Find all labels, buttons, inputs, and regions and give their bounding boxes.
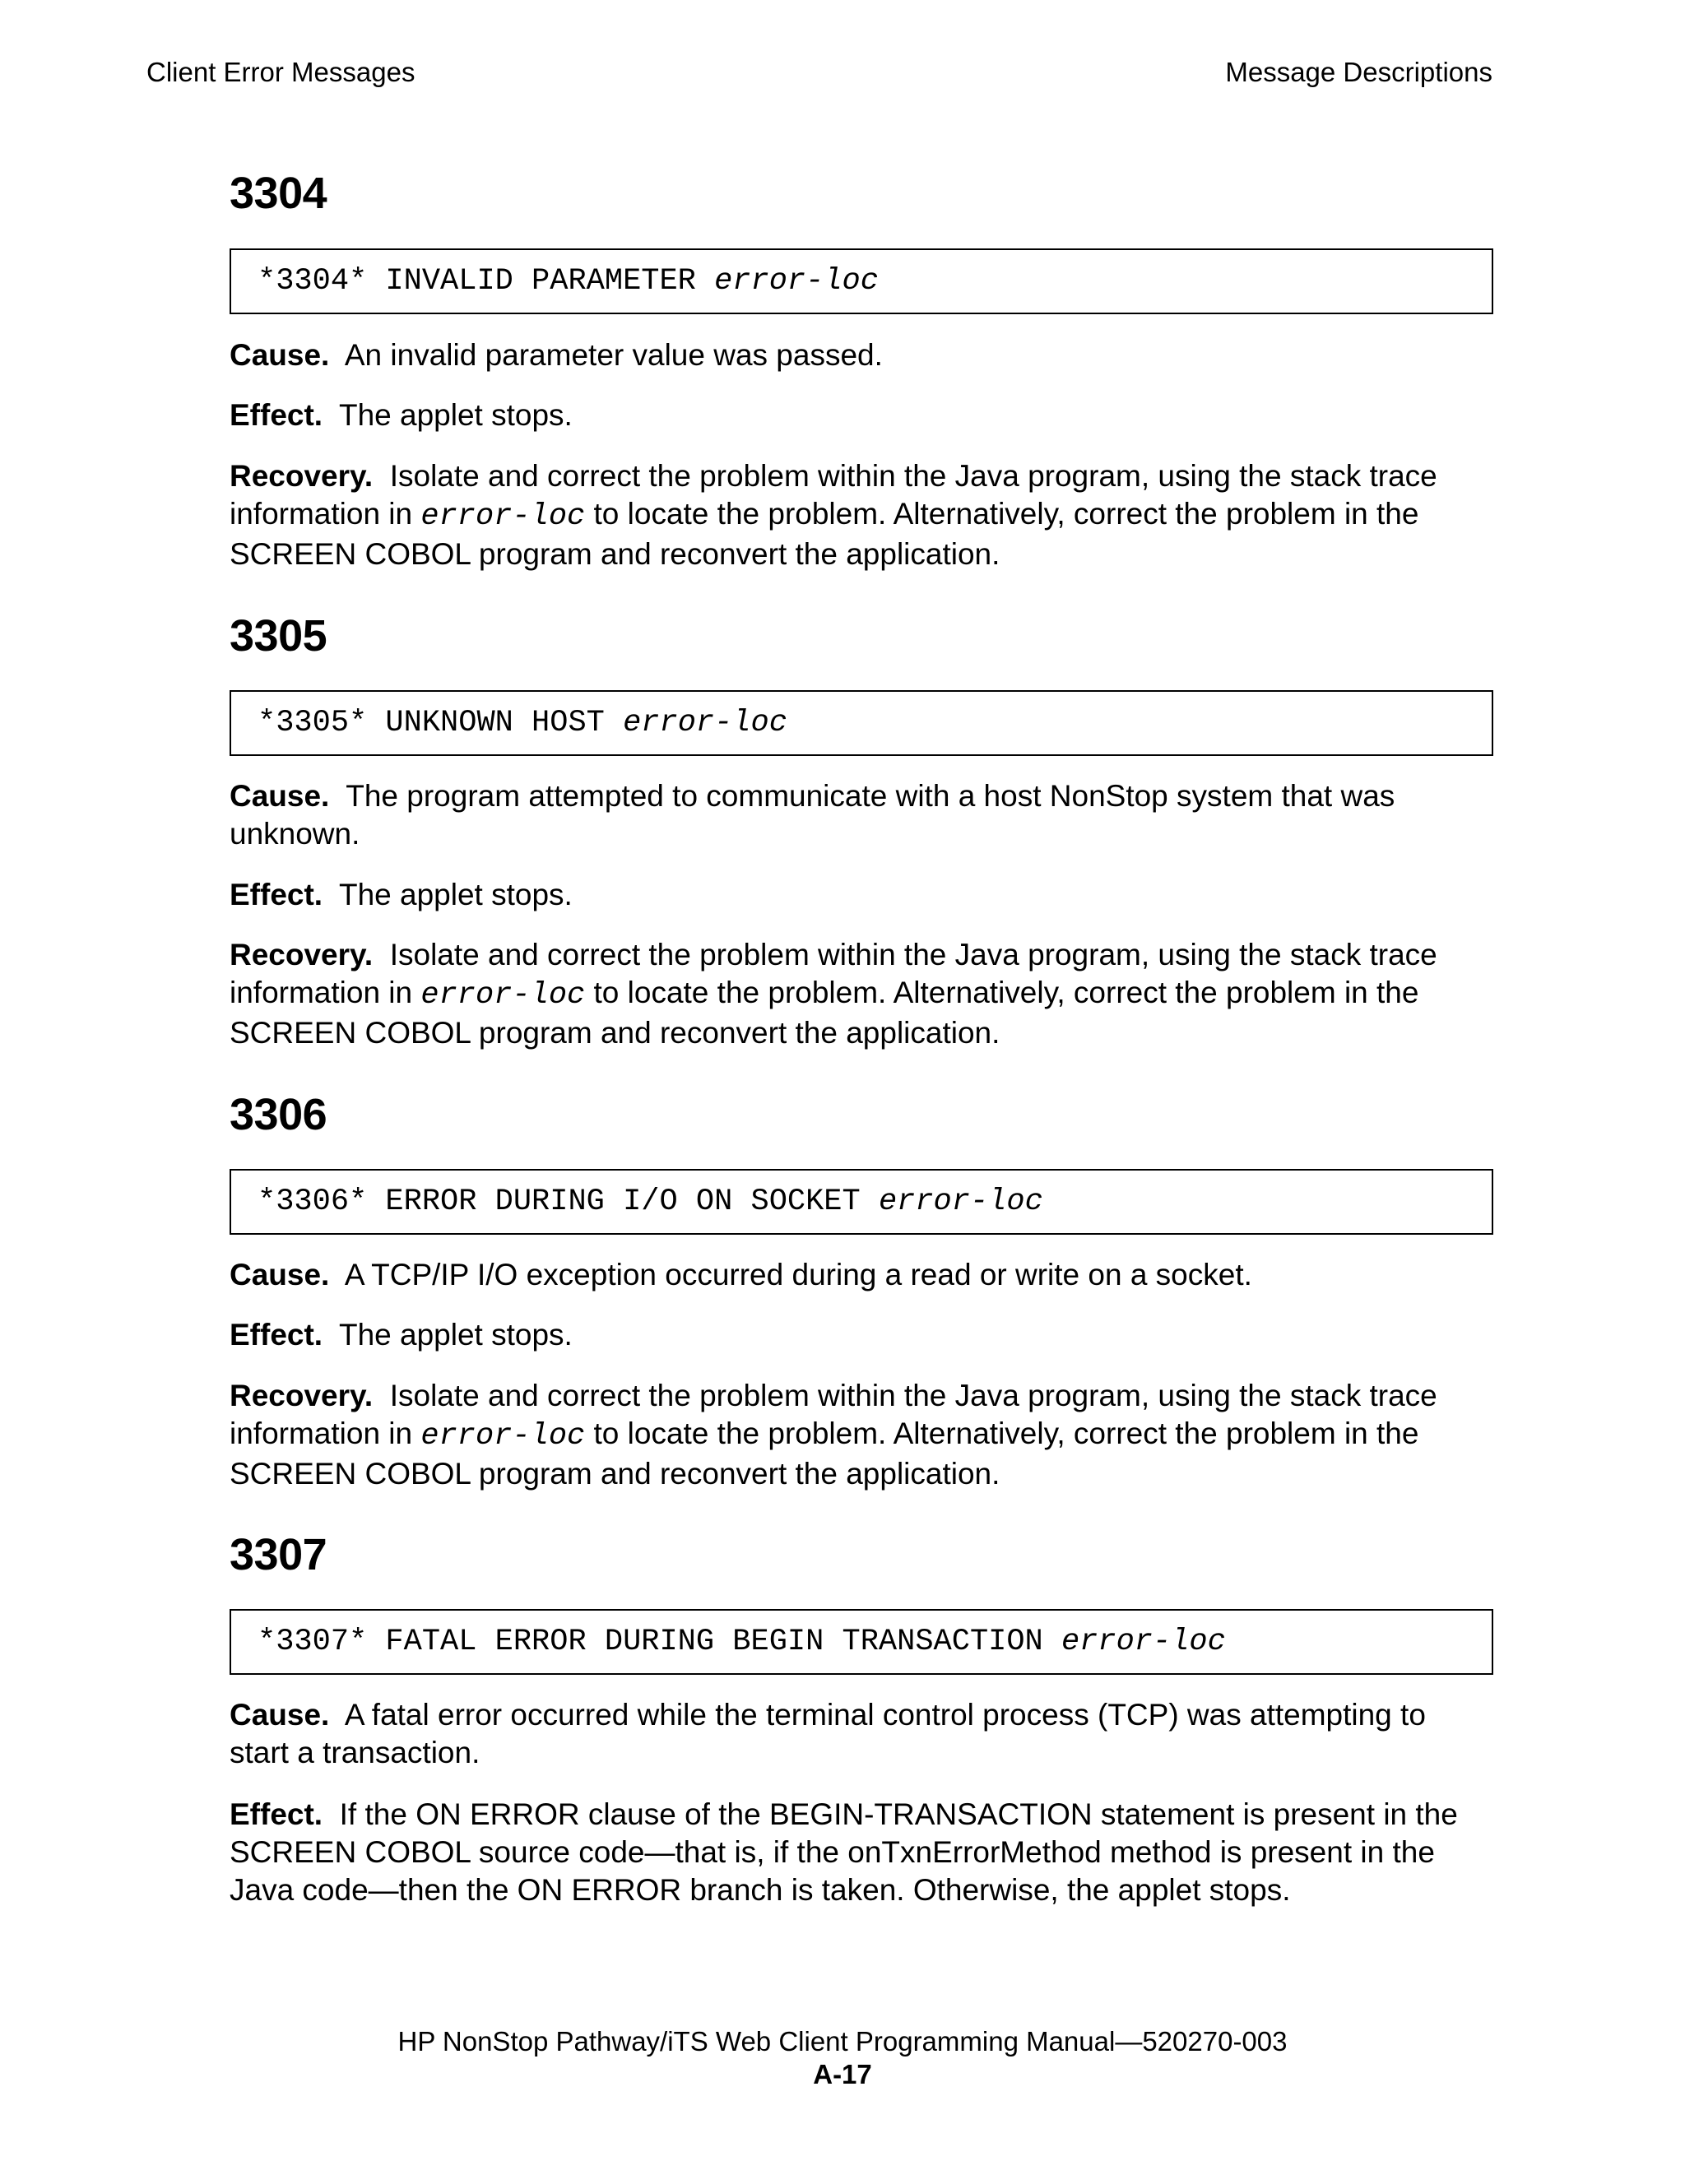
cause-label: Cause. — [230, 1258, 330, 1291]
message-variable: error-loc — [714, 264, 879, 299]
running-footer — [0, 2025, 1685, 2091]
recovery-text-end: to locate the problem. Alternatively, correct the problem in the SCREEN COBOL program and reconvert the application. — [230, 1417, 1419, 1491]
effect-paragraph — [230, 396, 1493, 434]
effect-label: Effect. — [230, 878, 323, 911]
effect-label: Effect. — [230, 1797, 323, 1831]
message-text: *3305* UNKNOWN HOST — [258, 706, 624, 740]
recovery-variable: error-loc — [420, 499, 586, 534]
message-number-heading: 3305 — [230, 611, 327, 661]
recovery-text-end: to locate the problem. Alternatively, correct the problem in the SCREEN COBOL program and reconvert the application. — [230, 497, 1419, 571]
recovery-paragraph — [230, 1377, 1493, 1493]
message-number-heading: 3307 — [230, 1530, 327, 1579]
message-number-heading: 3304 — [230, 169, 327, 218]
effect-text: The applet stops. — [338, 878, 573, 911]
cause-paragraph — [230, 1696, 1493, 1772]
effect-text: The applet stops. — [338, 1318, 573, 1352]
effect-text: The applet stops. — [338, 398, 573, 432]
message-text: *3306* ERROR DURING I/O ON SOCKET — [258, 1185, 879, 1219]
cause-label: Cause. — [230, 779, 330, 813]
message-number-heading: 3306 — [230, 1090, 327, 1139]
message-text: *3307* FATAL ERROR DURING BEGIN TRANSACTION — [258, 1625, 1061, 1659]
message-variable: error-loc — [623, 706, 787, 740]
effect-paragraph — [230, 1316, 1493, 1354]
message-variable: error-loc — [878, 1185, 1043, 1219]
header-chapter-title: Client Error Messages — [146, 57, 415, 87]
cause-text: A TCP/IP I/O exception occurred during a read or write on a socket. — [344, 1258, 1252, 1291]
cause-paragraph — [230, 1256, 1493, 1294]
cause-paragraph — [230, 336, 1493, 374]
cause-paragraph — [230, 777, 1493, 853]
effect-label: Effect. — [230, 398, 323, 432]
recovery-text-start: Isolate and correct the problem within the Java program, using the stack trace information in — [230, 1379, 1437, 1450]
recovery-text-start: Isolate and correct the problem within the Java program, using the stack trace information in — [230, 459, 1437, 531]
effect-label: Effect. — [230, 1318, 323, 1352]
message-text-box — [230, 248, 1493, 314]
message-text-box — [230, 1169, 1493, 1235]
recovery-label: Recovery. — [230, 459, 374, 493]
effect-text: If the ON ERROR clause of the BEGIN-TRANSACTION statement is present in the SCREEN COBOL source code—that is, if the onTxnErrorMethod method is present in the Java code—then the ON ERROR branch is taken. Otherwise, the applet stops. — [230, 1797, 1458, 1907]
footer-manual-title: HP NonStop Pathway/iTS Web Client Programming Manual—520270-003 — [397, 2026, 1288, 2056]
cause-text: A fatal error occurred while the terminal control process (TCP) was attempting to start a transaction. — [230, 1698, 1426, 1769]
recovery-paragraph — [230, 457, 1493, 573]
message-text-box — [230, 690, 1493, 756]
page-number: A-17 — [813, 2059, 872, 2089]
cause-text: The program attempted to communicate with a host NonStop system that was unknown. — [230, 779, 1395, 851]
header-section-title: Message Descriptions — [1225, 57, 1492, 87]
running-header — [146, 56, 1492, 89]
recovery-text-end: to locate the problem. Alternatively, correct the problem in the SCREEN COBOL program and reconvert the application. — [230, 976, 1419, 1050]
effect-paragraph — [230, 876, 1493, 914]
cause-label: Cause. — [230, 1698, 330, 1732]
effect-paragraph — [230, 1796, 1493, 1909]
recovery-paragraph — [230, 936, 1493, 1052]
message-text-box — [230, 1609, 1493, 1675]
recovery-variable: error-loc — [420, 1419, 586, 1454]
recovery-label: Recovery. — [230, 1379, 374, 1412]
recovery-text-start: Isolate and correct the problem within the Java program, using the stack trace information in — [230, 938, 1437, 1009]
recovery-variable: error-loc — [420, 978, 586, 1013]
message-variable: error-loc — [1061, 1625, 1226, 1659]
cause-text: An invalid parameter value was passed. — [344, 338, 883, 372]
message-text: *3304* INVALID PARAMETER — [258, 264, 715, 299]
recovery-label: Recovery. — [230, 938, 374, 971]
cause-label: Cause. — [230, 338, 330, 372]
